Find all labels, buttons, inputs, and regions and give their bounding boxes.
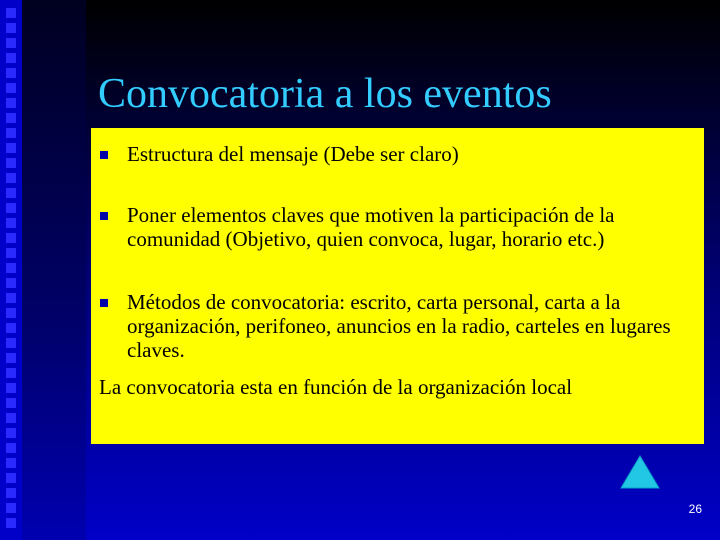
decorative-dot (6, 353, 16, 363)
decorative-dot (6, 293, 16, 303)
decorative-dot (6, 158, 16, 168)
decorative-dot (6, 308, 16, 318)
decorative-dot (6, 383, 16, 393)
decorative-dot (6, 488, 16, 498)
bullet-item (91, 290, 691, 362)
slide-title: Convocatoria a los eventos (98, 71, 552, 117)
content-box (91, 128, 704, 444)
square-bullet-icon (100, 151, 108, 159)
decorative-dot (6, 368, 16, 378)
triangle-up-icon[interactable] (620, 455, 660, 489)
decorative-dot (6, 503, 16, 513)
decorative-dot (6, 518, 16, 528)
decorative-dot (6, 218, 16, 228)
decorative-dot (6, 83, 16, 93)
decorative-dot (6, 38, 16, 48)
bullet-text: Métodos de convocatoria: escrito, carta personal, carta a la organización, perifoneo, anuncios en la radio, carteles en lugares claves. (127, 290, 671, 362)
bullet-item (91, 142, 691, 166)
bullet-item (91, 203, 691, 251)
decorative-dot (6, 323, 16, 333)
decorative-dot (6, 248, 16, 258)
closing-line: La convocatoria esta en función de la organización local (99, 375, 573, 399)
decorative-dot (6, 428, 16, 438)
decorative-dot (6, 8, 16, 18)
decorative-dark-band (22, 0, 86, 540)
decorative-dot-strip (0, 0, 22, 540)
square-bullet-icon (100, 299, 108, 307)
decorative-dot (6, 413, 16, 423)
decorative-dot (6, 263, 16, 273)
decorative-dot (6, 53, 16, 63)
decorative-dot (6, 458, 16, 468)
decorative-dot (6, 23, 16, 33)
decorative-dot (6, 143, 16, 153)
decorative-dot (6, 443, 16, 453)
decorative-dot (6, 98, 16, 108)
bullet-text: Estructura del mensaje (Debe ser claro) (127, 142, 459, 166)
decorative-dot (6, 338, 16, 348)
decorative-dot (6, 173, 16, 183)
bullet-text: Poner elementos claves que motiven la participación de la comunidad (Objetivo, quien convoca, lugar, horario etc.) (127, 203, 615, 251)
decorative-dot (6, 278, 16, 288)
decorative-dot (6, 203, 16, 213)
page-number: 26 (688, 502, 702, 516)
decorative-dot (6, 68, 16, 78)
decorative-dot (6, 473, 16, 483)
decorative-dot (6, 188, 16, 198)
square-bullet-icon (100, 212, 108, 220)
decorative-dot (6, 113, 16, 123)
decorative-dot (6, 233, 16, 243)
decorative-dot (6, 128, 16, 138)
decorative-dot (6, 398, 16, 408)
